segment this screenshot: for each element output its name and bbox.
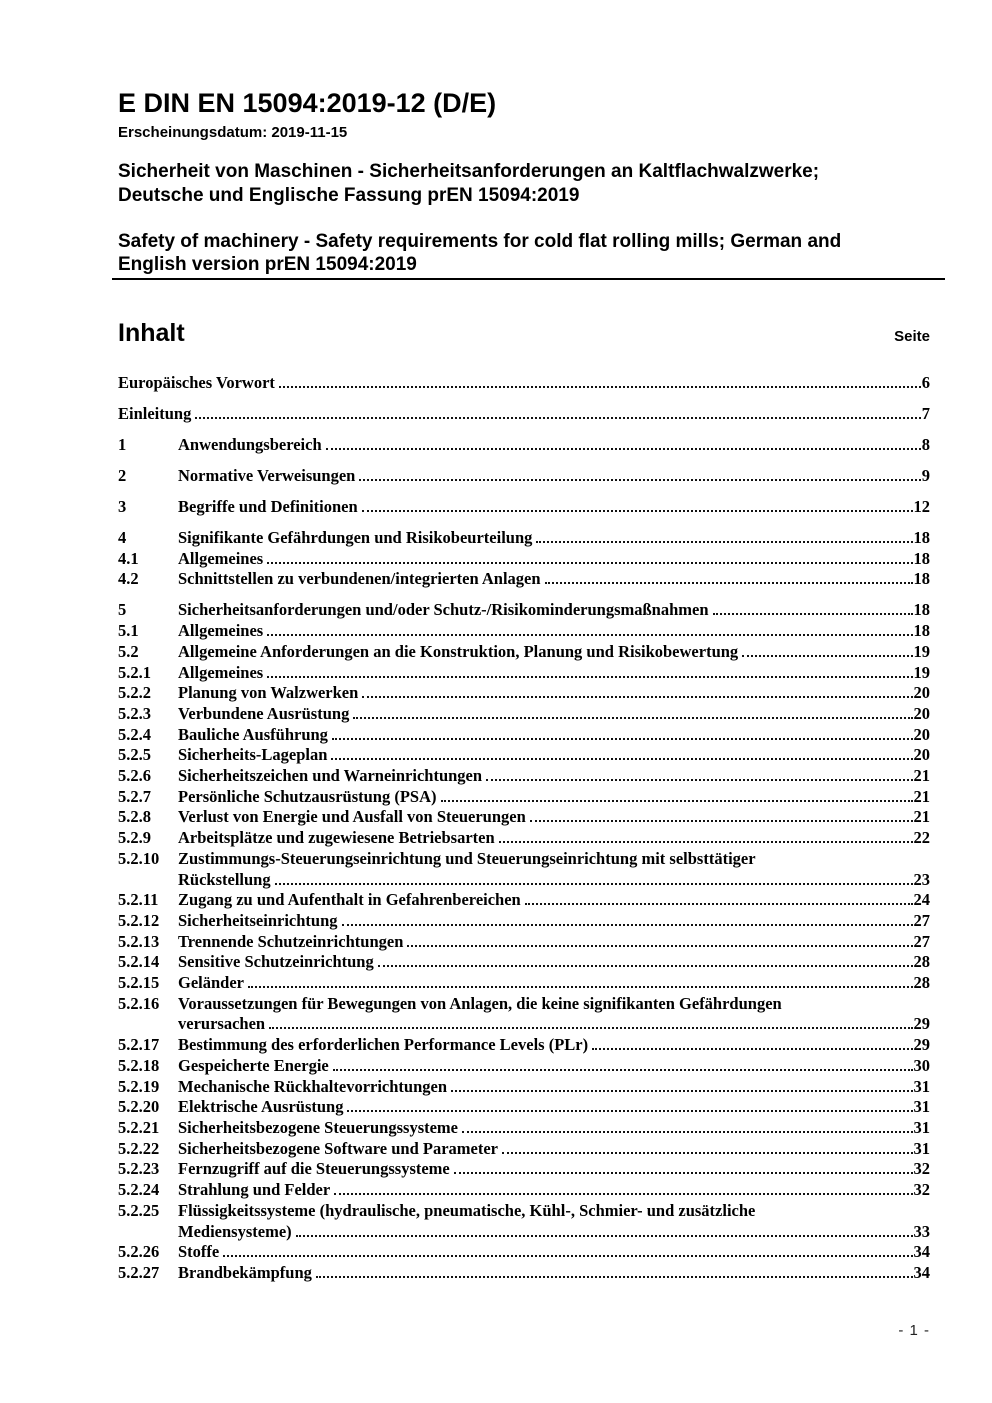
toc-entry-title: Sicherheitsbezogene Software und Parameter [178, 1138, 499, 1158]
toc-entry-page: 34 [913, 1262, 930, 1282]
toc-entry-page: 8 [921, 435, 930, 454]
publication-date: Erscheinungsdatum: 2019-11-15 [118, 124, 348, 141]
toc-entry-page: 9 [921, 466, 930, 485]
toc-leader-dots [248, 986, 913, 988]
toc-entry [118, 787, 930, 808]
toc-entry-title: Sicherheitszeichen und Warneinrichtungen [178, 766, 483, 786]
toc-entry-page: 21 [913, 786, 930, 806]
toc-entry-page: 30 [913, 1055, 930, 1075]
toc-leader-dots [333, 1069, 913, 1071]
document-number-title: E DIN EN 15094:2019-12 (D/E) [118, 88, 497, 118]
toc-entry-title: Signifikante Gefährdungen und Risikobeurteilung [178, 528, 533, 547]
toc-entry-number: 5.2.14 [118, 952, 160, 972]
toc-entry-number: 5.2.24 [118, 1180, 160, 1200]
toc-entry [118, 994, 930, 1015]
toc-entry [118, 663, 930, 684]
toc-entry-title: Anwendungsbereich [178, 435, 322, 454]
toc-entry [118, 725, 930, 746]
toc-entry-page: 19 [913, 662, 930, 682]
toc-entry-number: 5.2.22 [118, 1138, 160, 1158]
toc-heading: Inhalt [118, 319, 185, 347]
toc-entry-page: 18 [913, 600, 930, 620]
toc-entry-title: Flüssigkeitssysteme (hydraulische, pneumatische, Kühl-, Schmier- und zusätzliche [178, 1200, 756, 1220]
toc-entry-title: Rückstellung [178, 869, 271, 889]
toc-leader-dots [275, 883, 913, 885]
toc-entry [118, 1263, 930, 1284]
toc-entry-title: Bauliche Ausführung [178, 724, 328, 744]
toc-leader-dots [334, 1193, 912, 1195]
toc-entry-title: verursachen [178, 1014, 266, 1034]
toc-entry-number: 5.2.3 [118, 703, 151, 723]
toc-entry [118, 704, 930, 725]
toc-entry-number: 5.2.18 [118, 1055, 160, 1075]
toc-entry-number: 5.2.19 [118, 1076, 160, 1096]
document-title-english [118, 230, 930, 276]
toc-entry [118, 1242, 930, 1263]
toc-entry-page: 24 [913, 890, 930, 910]
toc-entry-line2 [118, 1222, 930, 1243]
toc-leader-dots [451, 1090, 912, 1092]
toc-entry-title: Gespeicherte Energie [178, 1055, 329, 1075]
toc-entry-title: Verlust von Energie und Ausfall von Steuerungen [178, 807, 526, 827]
toc-entry-number: 5.2.25 [118, 1200, 160, 1220]
toc-entry-number: 5.2.26 [118, 1242, 160, 1262]
toc-entry-page: 21 [913, 766, 930, 786]
toc-entry-page: 7 [921, 404, 930, 423]
toc-leader-dots [499, 841, 913, 843]
toc-entry [118, 569, 930, 590]
toc-entry-page: 12 [913, 497, 930, 516]
toc-entry-number: 5.2.12 [118, 910, 160, 930]
toc-entry-page: 29 [913, 1014, 930, 1034]
toc-entry [118, 621, 930, 642]
toc-entry-number: 5.2.23 [118, 1159, 160, 1179]
toc-leader-dots [486, 779, 912, 781]
toc-leader-dots [267, 676, 912, 678]
toc-leader-dots [592, 1048, 912, 1050]
toc-entry-number: 3 [118, 497, 127, 516]
toc-leader-dots [195, 417, 920, 419]
toc-entry [118, 642, 930, 663]
toc-entry-page: 20 [913, 683, 930, 703]
toc-leader-dots [331, 758, 912, 760]
toc-entry [118, 849, 930, 870]
toc-entry-title: Planung von Walzwerken [178, 683, 359, 703]
toc-entry-title: Zustimmungs-Steuerungseinrichtung und Steuerungseinrichtung mit selbsttätiger [178, 848, 756, 868]
document-title-german [118, 160, 930, 208]
toc-leader-dots [267, 634, 912, 636]
toc-entry-title: Begriffe und Definitionen [178, 497, 358, 516]
toc-entry [118, 435, 930, 456]
toc-entry-title: Strahlung und Felder [178, 1180, 331, 1200]
toc-entry-title: Sicherheits-Lageplan [178, 745, 328, 765]
toc-entry-number: 1 [118, 435, 127, 454]
toc-entry-number: 5.2.16 [118, 993, 160, 1013]
toc-entry-title: Sicherheitsanforderungen und/oder Schutz-/Risikominderungsmaßnahmen [178, 600, 709, 620]
toc-entry-title: Fernzugriff auf die Steuerungssysteme [178, 1159, 450, 1179]
toc-entry-number [118, 870, 178, 891]
toc-entry-page: 32 [913, 1180, 930, 1200]
toc-leader-dots [347, 1110, 912, 1112]
toc-entry-title: Bestimmung des erforderlichen Performance Levels (PLr) [178, 1035, 589, 1055]
toc-leader-dots [296, 1235, 913, 1237]
toc-leader-dots [536, 541, 912, 543]
toc-entry [118, 549, 930, 570]
toc-leader-dots [378, 965, 913, 967]
toc-entry-page: 20 [913, 745, 930, 765]
toc-entry-page: 18 [913, 528, 930, 547]
toc-entry [118, 911, 930, 932]
toc-entry-number [118, 1014, 178, 1035]
toc-entry [118, 683, 930, 704]
toc-entry-page: 31 [913, 1117, 930, 1137]
toc-leader-dots [462, 1131, 912, 1133]
toc-entry-page: 32 [913, 1159, 930, 1179]
toc-entry-title: Persönliche Schutzausrüstung (PSA) [178, 786, 437, 806]
toc-entry-page: 23 [913, 869, 930, 889]
toc-entry-number: 5.1 [118, 621, 139, 641]
toc-entry-page: 27 [913, 910, 930, 930]
toc-entry-title: Sensitive Schutzeinrichtung [178, 952, 374, 972]
toc-entry-title: Schnittstellen zu verbundenen/integrierten Anlagen [178, 569, 541, 589]
document-title-english-line2: English version prEN 15094:2019 [118, 254, 417, 275]
toc-entry [118, 600, 930, 621]
toc-entry-number: 5.2.5 [118, 745, 151, 765]
toc-entry-line2 [118, 1014, 930, 1035]
toc-entry-number: 5.2.2 [118, 683, 151, 703]
page-number-indicator: - 1 - [898, 1322, 930, 1339]
header-divider-rule [112, 278, 945, 280]
toc-leader-dots [362, 696, 912, 698]
toc-entry-page: 22 [913, 828, 930, 848]
toc-leader-dots [267, 562, 912, 564]
toc-entry [118, 1201, 930, 1222]
toc-header-row [118, 320, 930, 346]
toc-leader-dots [454, 1172, 913, 1174]
toc-entry-number: 5.2.1 [118, 662, 151, 682]
toc-leader-dots [502, 1152, 912, 1154]
toc-entry-number: 5.2.4 [118, 724, 151, 744]
toc-entry [118, 1097, 930, 1118]
toc-entry [118, 1180, 930, 1201]
toc-leader-dots [545, 582, 913, 584]
toc-entry-title: Elektrische Ausrüstung [178, 1097, 344, 1117]
toc-entry-number: 5.2.21 [118, 1117, 160, 1137]
toc-entry-number: 4.1 [118, 548, 139, 568]
toc-entry-title: Normative Verweisungen [178, 466, 356, 485]
toc-entry [118, 973, 930, 994]
toc-entry-page: 27 [913, 931, 930, 951]
toc-entry-page: 28 [913, 973, 930, 993]
toc-leader-dots [223, 1255, 912, 1257]
toc-entry-page: 19 [913, 641, 930, 661]
toc-leader-dots [742, 655, 912, 657]
toc-entry-page: 31 [913, 1076, 930, 1096]
toc-entry-title: Brandbekämpfung [178, 1262, 312, 1282]
toc-entry-page: 20 [913, 724, 930, 744]
toc-entry [118, 932, 930, 953]
toc-entry [118, 807, 930, 828]
toc-entry-page: 18 [913, 621, 930, 641]
toc-leader-dots [407, 945, 912, 947]
toc-entry-title: Sicherheitsbezogene Steuerungssysteme [178, 1117, 459, 1137]
toc-entry [118, 466, 930, 487]
toc-leader-dots [530, 820, 913, 822]
toc-leader-dots [525, 903, 913, 905]
toc-entry-page: 33 [913, 1221, 930, 1241]
toc-entry [118, 404, 930, 425]
toc-entry-number: 5.2 [118, 641, 139, 661]
toc-leader-dots [326, 448, 921, 450]
toc-entry-number: 5 [118, 600, 127, 620]
toc-entry-page: 18 [913, 569, 930, 589]
toc-entry [118, 1077, 930, 1098]
table-of-contents [118, 373, 930, 1284]
toc-entry [118, 952, 930, 973]
toc-entry-page: 18 [913, 548, 930, 568]
toc-entry [118, 1159, 930, 1180]
toc-entry-number: 5.2.11 [118, 890, 159, 910]
toc-entry [118, 1035, 930, 1056]
toc-page-column-label: Seite [894, 328, 930, 345]
toc-entry-title: Zugang zu und Aufenthalt in Gefahrenbereichen [178, 890, 521, 910]
toc-entry-page: 31 [913, 1097, 930, 1117]
toc-entry-title: Verbundene Ausrüstung [178, 703, 350, 723]
toc-entry-page: 20 [913, 703, 930, 723]
toc-entry-number: 4 [118, 528, 127, 547]
toc-entry [118, 1139, 930, 1160]
toc-entry-page: 34 [913, 1242, 930, 1262]
toc-entry [118, 1118, 930, 1139]
page-content [118, 0, 930, 1284]
document-title-english-line1: Safety of machinery - Safety requirements for cold flat rolling mills; German and [118, 231, 842, 252]
toc-entry-page: 31 [913, 1138, 930, 1158]
toc-entry-number: 5.2.10 [118, 848, 160, 868]
toc-leader-dots [269, 1027, 912, 1029]
toc-leader-dots [279, 386, 921, 388]
toc-entry-number: 5.2.20 [118, 1097, 160, 1117]
toc-leader-dots [316, 1276, 913, 1278]
toc-entry-title: Allgemeines [178, 621, 264, 641]
toc-entry-number: 5.2.8 [118, 807, 151, 827]
toc-leader-dots [359, 479, 920, 481]
toc-entry-page: 28 [913, 952, 930, 972]
toc-entry-number: 2 [118, 466, 127, 485]
toc-entry-number: 5.2.17 [118, 1035, 160, 1055]
toc-entry [118, 528, 930, 549]
toc-entry-number: 5.2.15 [118, 973, 160, 993]
toc-entry [118, 890, 930, 911]
toc-entry-number: 5.2.13 [118, 931, 160, 951]
toc-entry-title: Mediensysteme) [178, 1221, 292, 1241]
toc-entry-title: Geländer [178, 973, 244, 993]
toc-entry-page: 29 [913, 1035, 930, 1055]
toc-entry-number: 5.2.6 [118, 766, 151, 786]
toc-entry [118, 1056, 930, 1077]
toc-entry-title: Mechanische Rückhaltevorrichtungen [178, 1076, 448, 1096]
toc-entry [118, 745, 930, 766]
toc-entry [118, 373, 930, 394]
toc-entry-title: Arbeitsplätze und zugewiesene Betriebsarten [178, 828, 495, 848]
toc-entry-number: 5.2.7 [118, 786, 151, 806]
toc-entry-title: Sicherheitseinrichtung [178, 910, 338, 930]
toc-leader-dots [713, 613, 913, 615]
toc-entry-line2 [118, 870, 930, 891]
toc-entry-title: Europäisches Vorwort [118, 373, 275, 392]
toc-entry [118, 497, 930, 518]
toc-leader-dots [441, 800, 913, 802]
toc-entry-page: 6 [921, 373, 930, 392]
toc-entry-title: Allgemeines [178, 662, 264, 682]
toc-entry-number: 4.2 [118, 569, 139, 589]
document-title-german-line2: Deutsche und Englische Fassung prEN 15094:2019 [118, 185, 580, 206]
toc-leader-dots [342, 924, 913, 926]
toc-entry [118, 828, 930, 849]
toc-entry-number: 5.2.27 [118, 1262, 160, 1282]
toc-entry-number [118, 1222, 178, 1243]
toc-entry-title: Voraussetzungen für Bewegungen von Anlagen, die keine signifikanten Gefährdungen [178, 993, 782, 1013]
toc-entry-title: Stoffe [178, 1242, 220, 1262]
toc-entry-title: Allgemeine Anforderungen an die Konstruktion, Planung und Risikobewertung [178, 641, 739, 661]
toc-entry-number: 5.2.9 [118, 828, 151, 848]
toc-entry-title: Allgemeines [178, 548, 264, 568]
toc-leader-dots [362, 510, 913, 512]
toc-entry-title: Trennende Schutzeinrichtungen [178, 931, 404, 951]
toc-entry [118, 766, 930, 787]
toc-entry-page: 21 [913, 807, 930, 827]
toc-leader-dots [332, 738, 913, 740]
toc-entry-title: Einleitung [118, 404, 192, 423]
toc-leader-dots [353, 717, 912, 719]
document-title-german-line1: Sicherheit von Maschinen - Sicherheitsanforderungen an Kaltflachwalzwerke; [118, 161, 820, 182]
